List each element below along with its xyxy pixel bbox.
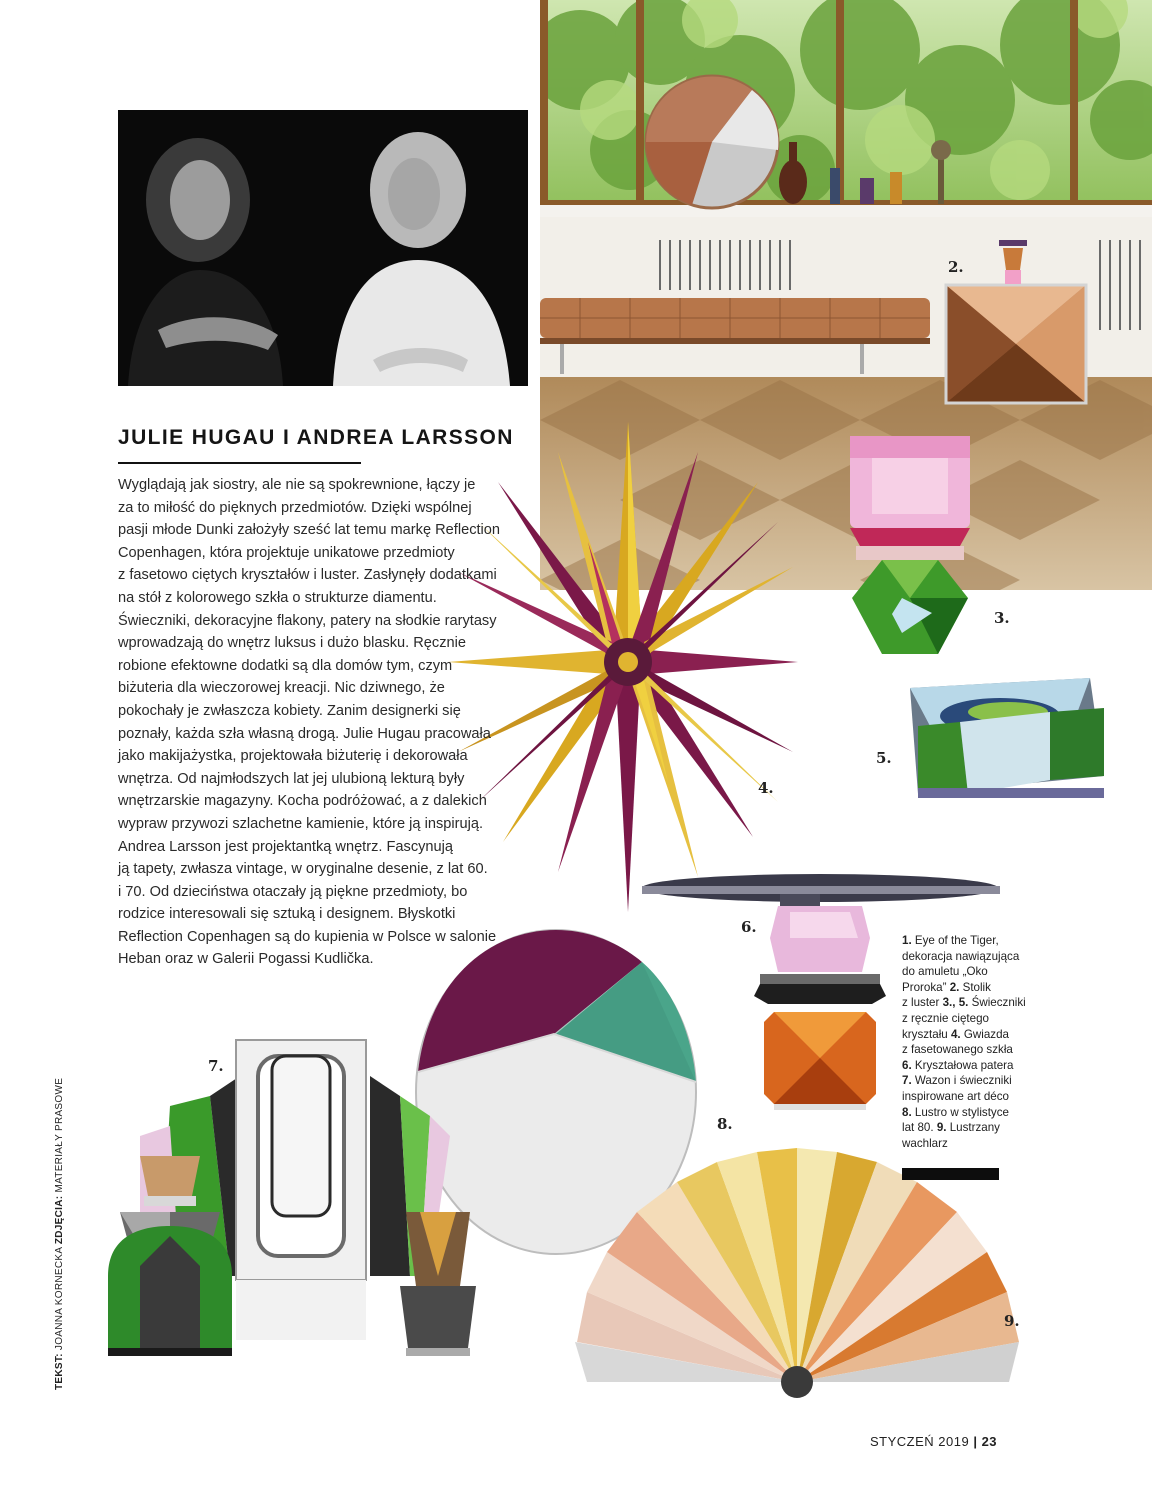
body-line: na stół z kolorowego szkła o strukturze diamentu. — [118, 589, 437, 606]
body-line: ją tapety, zwłasza vintage, w oryginalne desenie, z lat 60. — [118, 861, 488, 878]
credit-photo-name: MATERIAŁY PRASOWE — [54, 1077, 65, 1196]
body-line: wypraw przywozi szlachetne kamienie, które ją inspirują. — [118, 815, 483, 832]
caption-item-number: 1. — [902, 934, 912, 947]
body-line: Andrea Larsson jest projektantką wnętrz. Fascynują — [118, 838, 454, 855]
caption-line — [902, 1011, 1042, 1027]
body-line: Świeczniki, dekoracyjne flakony, patery na słodkie rarytasy — [118, 612, 497, 629]
caption-line — [902, 1042, 1042, 1058]
caption-text: z fasetowanego szkła — [902, 1043, 1013, 1057]
body-line: za to miłość do pięknych przedmiotów. Dzięki wspólnej — [118, 499, 472, 516]
caption-line — [902, 1027, 1042, 1043]
body-line: poznały, każda szła własną drogą. Julie Hugau pracowała — [118, 725, 491, 742]
caption-item-number: 4. — [950, 1027, 961, 1041]
caption-text: Kryształowa patera — [911, 1058, 1014, 1072]
caption-line — [902, 1073, 1042, 1089]
product-number-4: 4. — [758, 779, 774, 797]
body-line: robione efektowne dodatki są dla domów tym, czym — [118, 657, 453, 674]
caption-line — [902, 1136, 1042, 1152]
caption-text: z ręcznie ciętego — [902, 1011, 989, 1025]
footer-separator: | — [969, 1434, 982, 1449]
caption-line — [902, 933, 1042, 949]
caption-item-number: 9. — [936, 1121, 947, 1135]
caption-text: Świeczniki — [968, 996, 1026, 1010]
caption-text: inspirowane art déco — [902, 1089, 1009, 1103]
caption-text: Proroka” — [902, 980, 950, 994]
article-heading: JULIE HUGAU I ANDREA LARSSON — [118, 426, 514, 449]
caption-text: Wazon i świeczniki — [911, 1074, 1012, 1088]
caption-text: lat 80. — [902, 1121, 937, 1135]
caption-text: z luster — [902, 996, 943, 1010]
issue-date: STYCZEŃ 2019 — [870, 1434, 970, 1449]
heading-divider — [118, 462, 361, 464]
body-line: pokochały je zwłaszcza kobiety. Zanim designerki się — [118, 702, 461, 719]
product-number-6: 6. — [741, 918, 757, 936]
body-line: wnętrza. Od najmłodszych lat jej ulubioną lekturą były — [118, 770, 465, 787]
caption-item-number: 6. — [902, 1058, 912, 1072]
body-line: rodzice interesowali się sztuką i designem. Błyskotki — [118, 906, 456, 923]
caption-line — [902, 995, 1042, 1011]
caption-item-number: 8. — [902, 1105, 912, 1119]
caption-text: wachlarz — [902, 1136, 948, 1150]
caption-item-number: 7. — [902, 1074, 912, 1088]
caption-end-bar — [902, 1168, 999, 1180]
credit-text-label: TEKST: — [54, 1353, 65, 1390]
caption-line — [902, 949, 1042, 965]
designers-portrait-photo — [118, 110, 528, 386]
caption-text: Lustro w stylistyce — [911, 1105, 1009, 1119]
product-caption — [902, 933, 1042, 1151]
body-line: Reflection Copenhagen są do kupienia w Polsce w salonie — [118, 928, 497, 945]
caption-text: Stolik — [959, 980, 991, 994]
caption-line — [902, 1058, 1042, 1074]
caption-text: kryształu — [902, 1027, 951, 1041]
credit-text-name: JOANNA KORNECKA — [54, 1244, 65, 1354]
photo-credit — [54, 1078, 65, 1390]
product-number-9: 9. — [1004, 1312, 1020, 1330]
credit-photo-label: ZDJĘCIA: — [54, 1195, 65, 1245]
caption-line — [902, 980, 1042, 996]
article-body — [118, 474, 501, 971]
caption-item-number: 2. — [949, 980, 960, 994]
page-footer — [870, 1434, 997, 1449]
product-number-5: 5. — [876, 749, 892, 767]
art-deco-vase-and-candlesticks — [100, 1036, 520, 1360]
mirror-fan-illustration — [570, 1142, 1024, 1398]
body-line: jako makijażystka, projektowała biżuterię i dekorowała — [118, 748, 468, 765]
caption-text: Lustrzany — [946, 1121, 1000, 1135]
caption-text: Eye of the Tiger, — [911, 934, 999, 947]
caption-line — [902, 1120, 1042, 1136]
body-line: Heban oraz w Galerii Pogassi Kudlička. — [118, 951, 374, 968]
caption-line — [902, 1089, 1042, 1105]
crystal-candle-holder-cube — [900, 676, 1106, 804]
faceted-glass-star-illustration — [440, 394, 800, 924]
body-line: wprowadzają do wnętrz luksus i dużo blasku. Ręcznie — [118, 635, 466, 652]
product-number-3: 3. — [994, 609, 1010, 627]
caption-item-number: 3., 5. — [942, 996, 969, 1010]
body-line: biżuteria dla wieczorowej kreacji. Nic dziwnego, że — [118, 680, 445, 697]
body-line: Copenhagen, która projektuje unikatowe przedmioty — [118, 544, 455, 561]
body-line: i 70. Od dzieciństwa otaczały ją piękne przedmioty, bo — [118, 883, 468, 900]
caption-text: dekoracja nawiązująca — [902, 949, 1020, 963]
page-number: 23 — [981, 1434, 998, 1449]
product-number-8: 8. — [717, 1115, 733, 1133]
caption-line — [902, 1105, 1042, 1121]
body-line: Wyglądają jak siostry, ale nie są spokrewnione, łączy je — [118, 477, 476, 493]
product-number-2: 2. — [948, 258, 964, 276]
candlestick-crystal-illustration — [842, 428, 992, 658]
body-line: wnętrzarskie magazyny. Kocha podróżować, a z dalekich — [118, 793, 487, 810]
body-line: pasji młode Dunki założyły sześć lat temu markę Reflection — [118, 522, 501, 539]
caption-text: Gwiazda — [960, 1027, 1009, 1041]
caption-text: do amuletu „Oko — [902, 965, 988, 979]
caption-line — [902, 964, 1042, 980]
product-number-7: 7. — [208, 1057, 224, 1075]
body-line: z fasetowo ciętych kryształów i luster. Zasłynęły dodatkami — [118, 567, 497, 584]
